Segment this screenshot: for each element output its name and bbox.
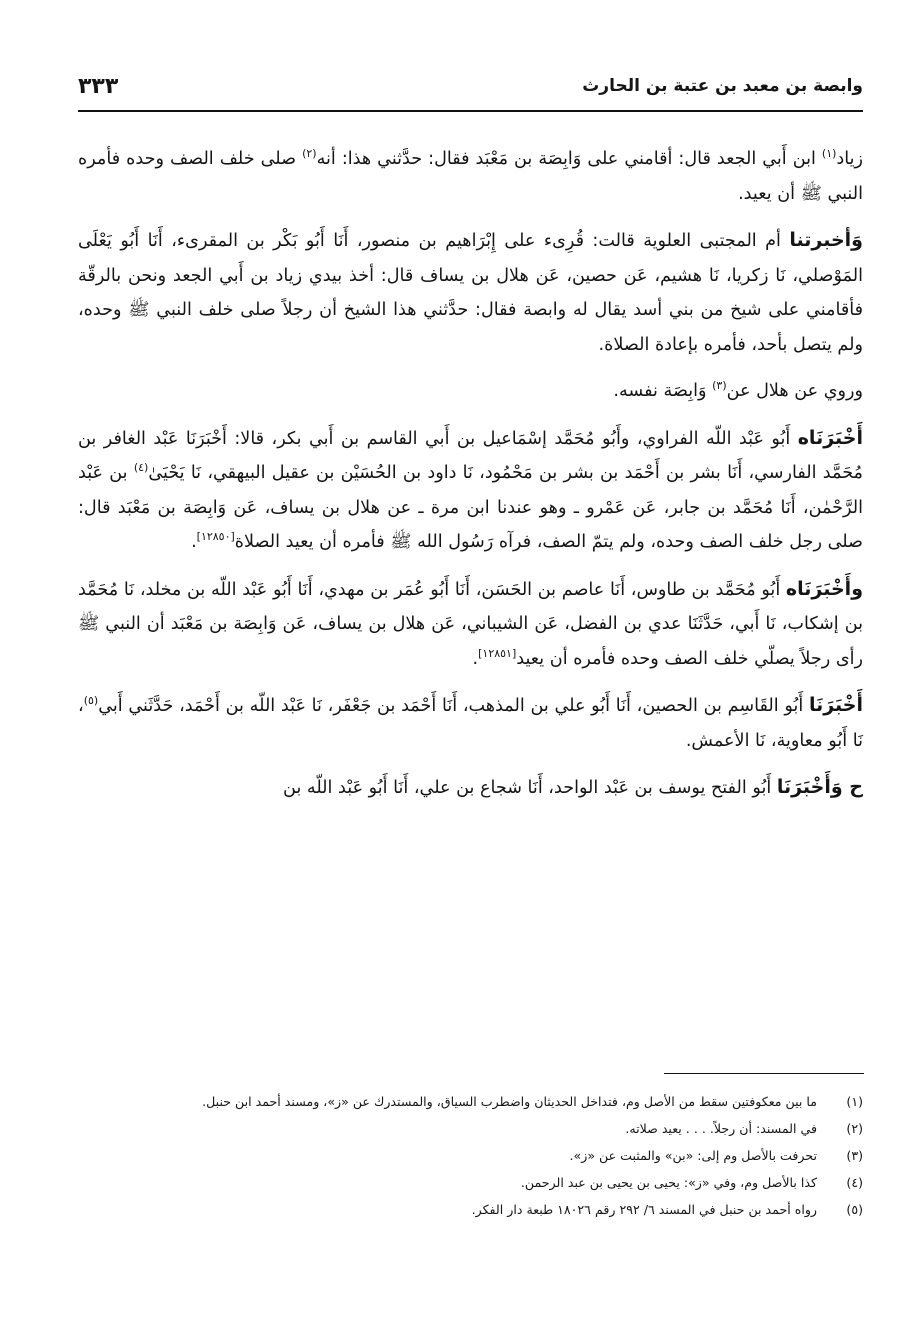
reference-marker: (٢): [302, 147, 317, 161]
text-run: بن عَبْد الرَّحْمٰن، أَنَا مُحَمَّد بن جابر، عَن عَمْرو ـ وهو عندنا ابن مرة ـ عن هلال بن يساف، عَن وَابِصَة بن مَعْبَد قال: صلى رجل خلف الصف وحده، ولم يتمّ الصف، فرآه رَسُول الله ﷺ فأمره أن يعيد الصلاة: [78, 463, 863, 552]
footnote-item: [78, 1115, 863, 1142]
reference-marker: [١٢٨٥٠]: [196, 530, 235, 544]
text-run: وَابِصَة نفسه.: [613, 381, 713, 401]
text-run: صلى خلف الصف وحده فأمره النبي ﷺ أن يعيد.: [78, 149, 863, 204]
text-run: ابن أَبي الجعد قال: أقامني على وَابِصَة بن مَعْبَد فقال: حدَّثني هذا: أنه: [316, 149, 822, 169]
text-run: .: [472, 648, 479, 669]
narration-keyword: أَخْبَرَنَا: [808, 694, 863, 716]
body-paragraph: [78, 374, 863, 409]
footnote-number: (٢): [846, 1121, 863, 1136]
reference-marker: (٤): [133, 461, 149, 475]
footnote-text: رواه أحمد بن حنبل في المسند ٦/ ٢٩٢ رقم ١٨٠٢٦ طبعة دار الفكر.: [471, 1202, 817, 1217]
text-run: أَبُو مُحَمَّد بن طاوس، أَنَا عاصم بن الحَسَن، أَنَا أَبُو عُمَر بن مهدي، أَنَا أَبُو عَبْد اللّه بن مخلد، نَا مُحَمَّد بن إشكاب، نَا أَبي، حَدَّثَنَا عدي بن الفضل، عَن الشيباني، عَن هلال بن يساف، عَن وَابِصَة بن مَعْبَد أن النبي ﷺ رأى رجلاً يصلّي خلف الصف وحده فأمره أن يعيد: [78, 579, 863, 669]
running-title: وابصة بن معبد بن عتبة بن الحارث: [582, 76, 863, 96]
body-paragraph: [78, 142, 863, 211]
footnote-number: (٣): [846, 1148, 863, 1163]
narration-keyword: ح وَأَخْبَرَنَا: [776, 776, 863, 798]
page-header: [78, 70, 863, 112]
narration-keyword: أَخْبَرَنَاه: [797, 426, 863, 449]
text-run: وروي عن هلال عن: [726, 381, 863, 401]
footnote-text: كذا بالأصل وم، وفي «ز»: يحيى بن يحيى بن عبد الرحمن.: [520, 1175, 817, 1190]
body-paragraph: [78, 770, 863, 806]
footnote-text: ما بين معكوفتين سقط من الأصل وم، فتداخل الحديثان واضطرب السياق، والمستدرك عن «ز»، ومسند أحمد ابن حنبل.: [202, 1094, 817, 1109]
footnote-divider: [664, 1073, 864, 1074]
footnote-item: [78, 1088, 863, 1115]
body-paragraph: [78, 688, 863, 758]
body-text: [78, 142, 863, 818]
text-run: ، نَا أَبُو معاوية، نَا الأعمش.: [78, 696, 863, 751]
page-number: ٣٣٣: [78, 74, 119, 99]
footnote-number: (١): [846, 1094, 863, 1109]
body-paragraph: [78, 223, 863, 362]
text-run: أَبُو عَبْد اللّه الفراوي، وأَبُو مُحَمَّد إسْمَاعيل بن أَبي القاسم بن أَبي بكر، قالا: أَخْبَرَنَا عَبْد الغافر بن مُحَمَّد الفارسي، أَنَا بشر بن أَحْمَد بن بشر بن مَحْمُود، نَا داود بن الحُسَيْن بن عقيل البيهقي، نَا يَحْيَىٰ: [78, 428, 863, 483]
footnote-item: [78, 1196, 863, 1223]
footnote-text: في المسند: أن رجلاً. . . . يعيد صلاته.: [625, 1121, 817, 1136]
body-paragraph: [78, 421, 863, 560]
reference-marker: [١٢٨٥١]: [478, 646, 517, 660]
body-paragraph: [78, 572, 863, 677]
footnote-item: [78, 1142, 863, 1169]
reference-marker: (٥): [83, 694, 99, 708]
footnote-number: (٥): [846, 1202, 863, 1217]
reference-marker: (٣): [712, 379, 727, 393]
text-run: أم المجتبى العلوية قالت: قُرِىء على إِبْرَاهيم بن منصور، أَنَا أَبُو بَكْر بن المقرىء، أَنَا أَبُو يَعْلَى المَوْصلي، نَا زكريا، نَا هشيم، عَن حصين، عَن هلال بن يساف قال: أخذ بيدي زياد بن أَبي الجعد ونحن بالرقّة فأقامني على شيخ من بني أسد يقال له وابصة فقال: حدَّثني هذا الشيخ أن رجلاً صلى خلف النبي ﷺ وحده، ولم يتصل بأحد، فأمره بإعادة الصلاة.: [78, 231, 863, 355]
reference-marker: (١): [821, 147, 837, 161]
narration-keyword: وَأخبرتنا: [789, 229, 863, 251]
text-run: زياد: [836, 149, 863, 169]
footnote-item: [78, 1169, 863, 1196]
footnote-text: تحرفت بالأصل وم إلى: «بن» والمثبت عن «ز».: [569, 1148, 817, 1163]
text-run: .: [191, 532, 197, 552]
text-run: أَبُو الفتح يوسف بن عَبْد الواحد، أَنَا شجاع بن علي، أَنَا أَبُو عَبْد اللّه بن: [283, 778, 777, 798]
footnotes: [78, 1088, 863, 1223]
footnote-number: (٤): [846, 1175, 863, 1190]
narration-keyword: وأَخْبَرَنَاه: [785, 577, 863, 600]
text-run: أَبُو القَاسِم بن الحصين، أَنَا أَبُو علي بن المذهب، أَنَا أَحْمَد بن جَعْفَر، نَا عَبْد اللّه بن أَحْمَد، حَدَّثَني أَبي: [98, 696, 809, 716]
